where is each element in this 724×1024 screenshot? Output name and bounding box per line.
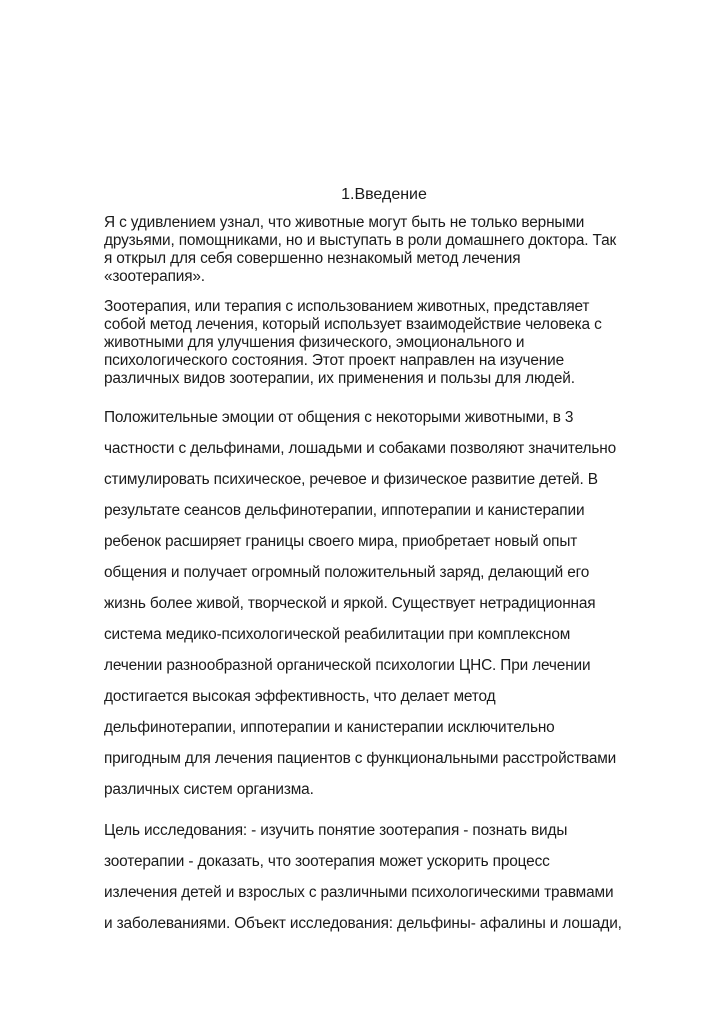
text-line: результате сеансов дельфинотерапии, иппотерапии и канистерапии	[104, 502, 585, 519]
text-line: частности с дельфинами, лошадьми и собаками позволяют значительно	[104, 440, 616, 457]
text-line: Зоотерапия, или терапия с использованием животных, представляет	[104, 298, 590, 315]
text-line: Цель исследования: - изучить понятие зоотерапия - познать виды	[104, 822, 568, 839]
paragraph-positive-emotions	[104, 402, 644, 805]
text-line: общения и получает огромный положительный заряд, делающий его	[104, 564, 590, 581]
paragraph-research-goal	[104, 815, 644, 939]
text-line: ребенок расширяет границы своего мира, приобретает новый опыт	[104, 533, 578, 550]
text-line: достигается высокая эффективность, что делает метод	[104, 688, 496, 705]
text-line: друзьями, помощниками, но и выступать в роли домашнего доктора. Так	[104, 232, 617, 249]
text-line: пригодным для лечения пациентов с функциональными расстройствами	[104, 750, 617, 767]
text-line: излечения детей и взрослых с различными психологическими травмами	[104, 884, 614, 901]
text-line: различных видов зоотерапии, их применения и пользы для людей.	[104, 370, 575, 387]
text-line: Положительные эмоции от общения с некоторыми животными, в 3	[104, 409, 574, 426]
text-line: зоотерапии - доказать, что зоотерапия может ускорить процесс	[104, 853, 550, 870]
text-line: «зоотерапия».	[104, 268, 205, 285]
text-line: различных систем организма.	[104, 781, 314, 798]
text-line: лечении разнообразной органической психологии ЦНС. При лечении	[104, 657, 591, 674]
paragraph-zootherapy-definition	[104, 298, 644, 388]
text-line: Я с удивлением узнал, что животные могут быть не только верными	[104, 214, 585, 231]
text-line: психологического состояния. Этот проект направлен на изучение	[104, 352, 564, 369]
text-line: и заболеваниями. Объект исследования: дельфины- афалины и лошади,	[104, 915, 622, 932]
text-line: стимулировать психическое, речевое и физическое развитие детей. В	[104, 471, 598, 488]
text-line: я открыл для себя совершенно незнакомый метод лечения	[104, 250, 521, 267]
text-line: дельфинотерапии, иппотерапии и канистерапии исключительно	[104, 719, 555, 736]
text-line: животными для улучшения физического, эмоционального и	[104, 334, 525, 351]
text-line: собой метод лечения, который использует взаимодействие человека с	[104, 316, 602, 333]
paragraph-introduction	[104, 214, 644, 286]
document-body	[104, 184, 644, 939]
text-line: система медико-психологической реабилитации при комплексном	[104, 626, 571, 643]
section-heading: 1.Введение	[341, 186, 427, 203]
text-line: жизнь более живой, творческой и яркой. Существует нетрадиционная	[104, 595, 596, 612]
